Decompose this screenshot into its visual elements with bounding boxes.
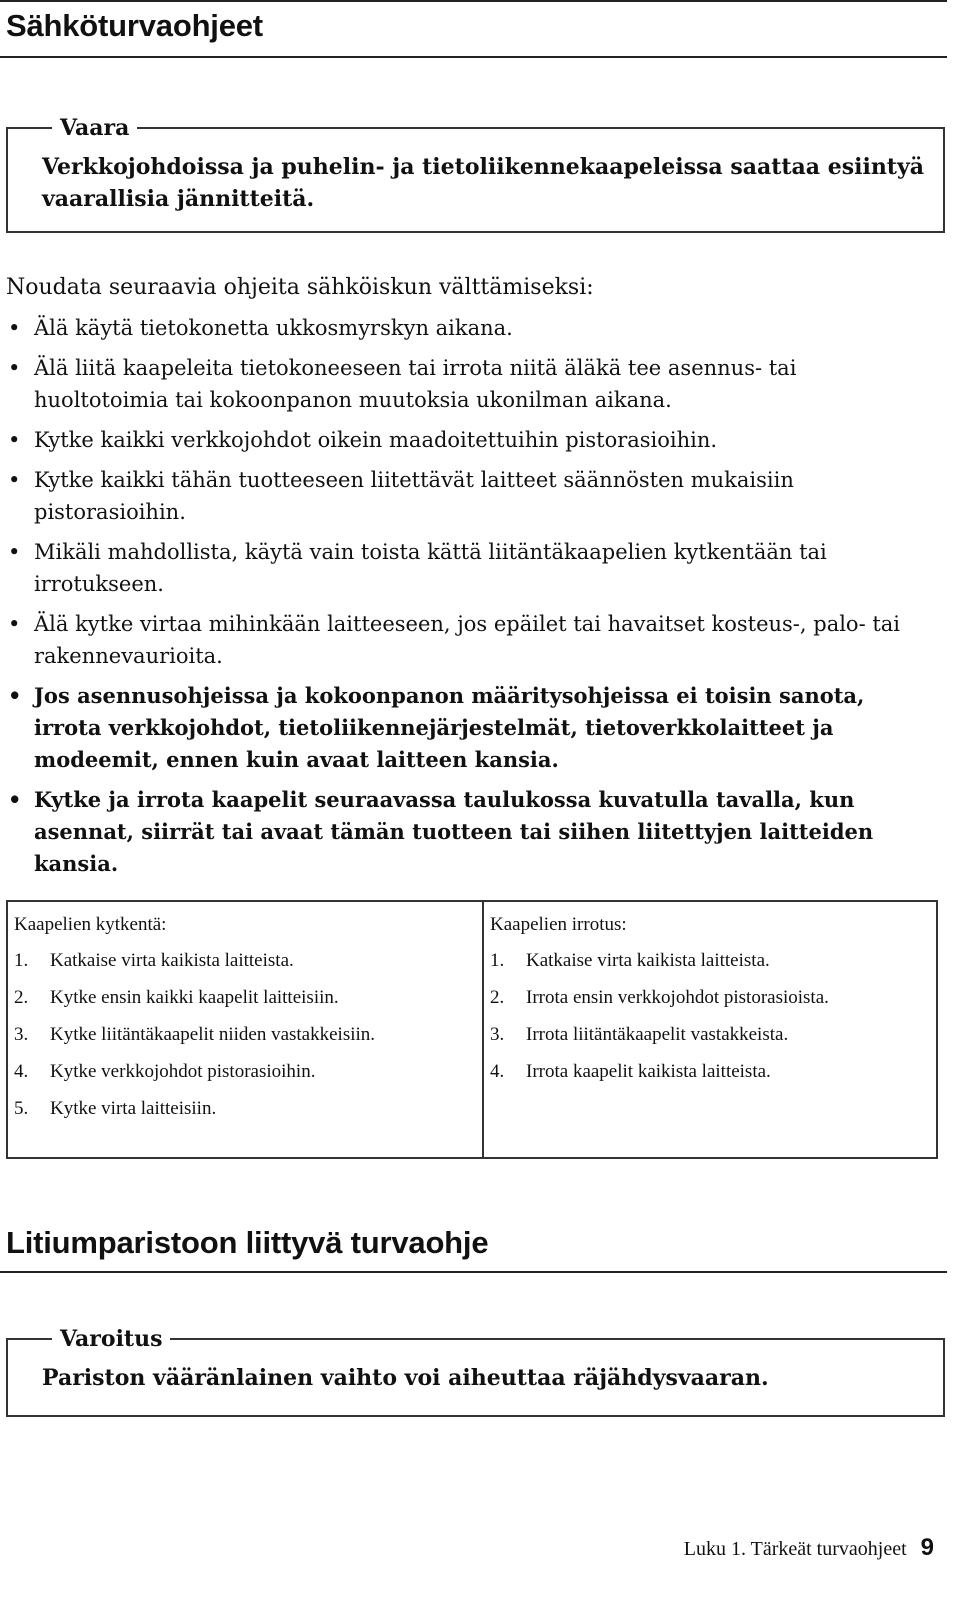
list-item: • Kytke ja irrota kaapelit seuraavassa taulukossa kuvatulla tavalla, kun asennat, siirrät tai avaat tämän tuotteen tai siihen liitettyjen laitteiden kansia. [8,787,874,876]
cable-steps-table [6,900,938,1159]
step-number: 5. [14,1098,29,1119]
danger-text-line: Verkkojohdoissa ja puhelin- ja tietoliikennekaapeleissa saattaa esiintyä [42,154,925,180]
table-row [14,1020,380,1049]
list-item-text: Kytke kaikki verkkojohdot oikein maadoitettuihin pistorasioihin. [34,428,718,452]
step-number: 3. [14,1024,29,1045]
danger-text-line: vaarallisia jännitteitä. [42,186,315,212]
danger-text [42,151,924,215]
step-text: Kytke verkkojohdot pistorasioihin. [50,1061,316,1082]
step-text: Katkaise virta kaikista laitteista. [50,950,294,971]
caution-text [42,1362,769,1394]
list-item: • Jos asennusohjeissa ja kokoonpanon määritysohjeissa ei toisin sanota, irrota verkkojohdot, tietoliikennejärjestelmät, tietoverkkolaitteet ja modeemit, ennen kuin avaat laitteen kansia. [8,683,865,772]
list-item-text: Älä käytä tietokonetta ukkosmyrskyn aikana. [34,316,513,340]
list-item-text: Älä liitä kaapeleita tietokoneeseen tai irrota niitä äläkä tee asennus- tai huoltotoimia tai kokoonpanon muutoksia ukonilman aikana. [34,356,797,412]
connect-column [8,902,484,1157]
page-footer [684,1534,934,1562]
list-item-text: Älä kytke virtaa mihinkään laitteeseen, jos epäilet tai havaitset kosteus-, palo- tai rakennevaurioita. [34,612,901,668]
danger-notice [6,115,945,233]
list-item: • Mikäli mahdollista, käytä vain toista kättä liitäntäkaapelien kytkentään tai irrotukseen. [8,540,827,596]
safety-bullet-list [6,312,936,888]
list-item: • Älä kytke virtaa mihinkään laitteeseen, jos epäilet tai havaitset kosteus-, palo- tai rakennevaurioita. [8,612,901,668]
step-number: 3. [490,1024,505,1045]
instructions-intro: Noudata seuraavia ohjeita sähköiskun välttämiseksi: [6,275,594,300]
list-item: • Älä liitä kaapeleita tietokoneeseen tai irrota niitä äläkä tee asennus- tai huoltotoimia tai kokoonpanon muutoksia ukonilman aikana. [8,356,797,412]
section-title-lithium-battery: Litiumparistoon liittyvä turvaohje [6,1225,489,1260]
step-text: Irrota ensin verkkojohdot pistorasioista. [526,987,829,1008]
step-text: Kytke ensin kaikki kaapelit laitteisiin. [50,987,339,1008]
chapter-label: Luku 1. Tärkeät turvaohjeet [683,1538,907,1560]
table-row [490,1020,910,1049]
danger-label: Vaara [52,115,137,141]
connect-steps [14,946,454,1131]
step-text: Kytke virta laitteisiin. [50,1098,217,1119]
step-number: 1. [14,950,29,971]
list-item-text: Jos asennusohjeissa ja kokoonpanon määritysohjeissa ei toisin sanota, irrota verkkojohdot, tietoliikennejärjestelmät, tietoverkkolaitteet ja modeemit, ennen kuin avaat laitteen kansia. [34,683,865,772]
table-row [490,983,836,1012]
step-text: Irrota liitäntäkaapelit vastakkeista. [526,1024,789,1045]
table-row [14,946,454,975]
caution-text-line: Pariston vääränlainen vaihto voi aiheuttaa räjähdysvaaran. [42,1365,769,1391]
disconnect-column [484,902,936,1157]
caution-notice [6,1326,945,1417]
caution-label: Varoitus [52,1326,170,1352]
step-text: Katkaise virta kaikista laitteista. [526,950,770,971]
table-row [14,983,454,1012]
step-number: 1. [490,950,505,971]
step-number: 2. [14,987,29,1008]
list-item-text: Mikäli mahdollista, käytä vain toista kättä liitäntäkaapelien kytkentään tai irrotukseen. [34,540,827,596]
step-number: 4. [490,1061,505,1082]
step-text: Kytke liitäntäkaapelit niiden vastakkeisiin. [50,1024,376,1045]
list-item: • Kytke kaikki verkkojohdot oikein maadoitettuihin pistorasioihin. [8,428,718,452]
disconnect-column-title: Kaapelien irrotus: [490,914,627,935]
section-title-rule [0,1271,947,1273]
table-row [490,946,910,975]
step-number: 4. [14,1061,29,1082]
table-row [14,1094,454,1123]
disconnect-steps [490,946,910,1094]
list-item-text: Kytke kaikki tähän tuotteeseen liitettävät laitteet säännösten mukaisiin pistorasioihin. [34,468,794,524]
step-number: 2. [490,987,505,1008]
top-rule [0,0,947,2]
step-text: Irrota kaapelit kaikista laitteista. [526,1061,771,1082]
section-title-rule [0,56,947,58]
section-title-electrical-safety: Sähköturvaohjeet [6,8,263,43]
list-item: • Kytke kaikki tähän tuotteeseen liitettävät laitteet säännösten mukaisiin pistorasioihin. [8,468,794,524]
page-number: 9 [920,1534,934,1561]
list-item: • Älä käytä tietokonetta ukkosmyrskyn aikana. [8,316,513,340]
table-row [490,1057,910,1086]
connect-column-title: Kaapelien kytkentä: [14,914,167,935]
list-item-text: Kytke ja irrota kaapelit seuraavassa taulukossa kuvatulla tavalla, kun asennat, siirrät tai avaat tämän tuotteen tai siihen liitettyjen laitteiden kansia. [34,787,874,876]
table-row [14,1057,454,1086]
